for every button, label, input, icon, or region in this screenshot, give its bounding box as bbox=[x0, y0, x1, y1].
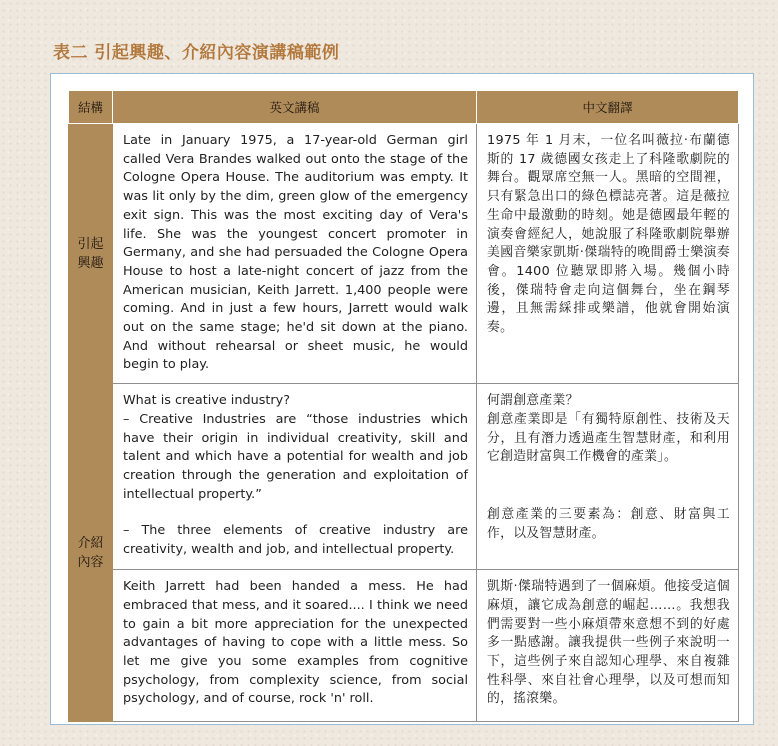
header-structure: 結構 bbox=[69, 91, 113, 124]
table-panel bbox=[50, 73, 754, 725]
chinese-cell bbox=[477, 384, 739, 570]
table-title: 表二 引起興趣、介紹內容演講稿範例 bbox=[53, 43, 340, 63]
structure-cell-attention bbox=[69, 124, 113, 384]
header-row bbox=[69, 91, 739, 124]
table-row-content-2 bbox=[69, 570, 739, 722]
chinese-cell: 1975 年 1 月末，一位名叫薇拉‧布蘭德斯的 17 歲德國女孩走上了科隆歌劇院的舞台。觀眾席空無一人。黑暗的空間裡，只有緊急出口的綠色標誌亮著。這是薇拉生命中最激動的時刻。她是德國最年輕的演奏會經紀人，她說服了科隆歌劇院舉辦美國音樂家凱斯‧傑瑞特的晚間爵士樂演奏會。1400 位聽眾即將入場。幾個小時後，傑瑞特會走向這個舞台，坐在鋼琴邊，且無需綵排或樂譜，他就會開始演奏。 bbox=[477, 124, 739, 384]
structure-label-line1: 引起 bbox=[77, 236, 104, 252]
english-paragraph: – The three elements of creative industry are creativity, wealth and job, and intellectual property. bbox=[123, 523, 468, 558]
english-paragraph: What is creative industry? – Creative Industries are “those industries which have their origin in individual creativity, skill and talent and which have a potential for wealth and job creation through the generation and exploitation of intellectual property.” bbox=[123, 393, 468, 502]
header-chinese: 中文翻譯 bbox=[477, 91, 739, 124]
structure-label-line2: 內容 bbox=[77, 554, 104, 570]
english-cell: Late in January 1975, a 17-year-old German girl called Vera Brandes walked out onto the stage of the Cologne Opera House. The auditorium was empty. It was lit only by the dim, green glow of the emergency exit sign. This was the most exciting day of Vera's life. She was the youngest concert promoter in Germany, and she had persuaded the Cologne Opera House to host a late-night concert of jazz from the American musician, Keith Jarrett. 1,400 people were coming. And in just a few hours, Jarrett would walk out on the same stage; he'd sit down at the piano. And without rehearsal or sheet music, he would begin to play. bbox=[113, 124, 477, 384]
speech-example-table bbox=[68, 90, 739, 722]
chinese-paragraph: 創意產業的三要素為：創意、財富與工作，以及智慧財產。 bbox=[487, 507, 730, 541]
chinese-paragraph: 何謂創意產業？ 創意產業即是「有獨特原創性、技術及天分，且有潛力透過產生智慧財產，和利用它創造財富與工作機會的產業」。 bbox=[487, 393, 730, 465]
header-english: 英文講稿 bbox=[113, 91, 477, 124]
structure-label-line1: 介紹 bbox=[77, 535, 104, 551]
table-row-content-1 bbox=[69, 384, 739, 570]
structure-label-line2: 興趣 bbox=[77, 255, 104, 271]
chinese-cell: 凱斯‧傑瑞特遇到了一個麻煩。他接受這個麻煩，讓它成為創意的崛起……。我想我們需要對一些小麻煩帶來意想不到的好處多一點感謝。讓我提供一些例子來說明一下，這些例子來自認知心理學、來自複雜性科學、來自社會心理學，以及可想而知的，搖滾樂。 bbox=[477, 570, 739, 722]
english-cell bbox=[113, 384, 477, 570]
structure-cell-content bbox=[69, 384, 113, 722]
english-cell: Keith Jarrett had been handed a mess. He had embraced that mess, and it soared.... I think we need to gain a bit more appreciation for the unexpected advantages of having to cope with a little mess. So let me give you some examples from cognitive psychology, from complexity science, from social psychology, and of course, rock 'n' roll. bbox=[113, 570, 477, 722]
table-row-attention bbox=[69, 124, 739, 384]
